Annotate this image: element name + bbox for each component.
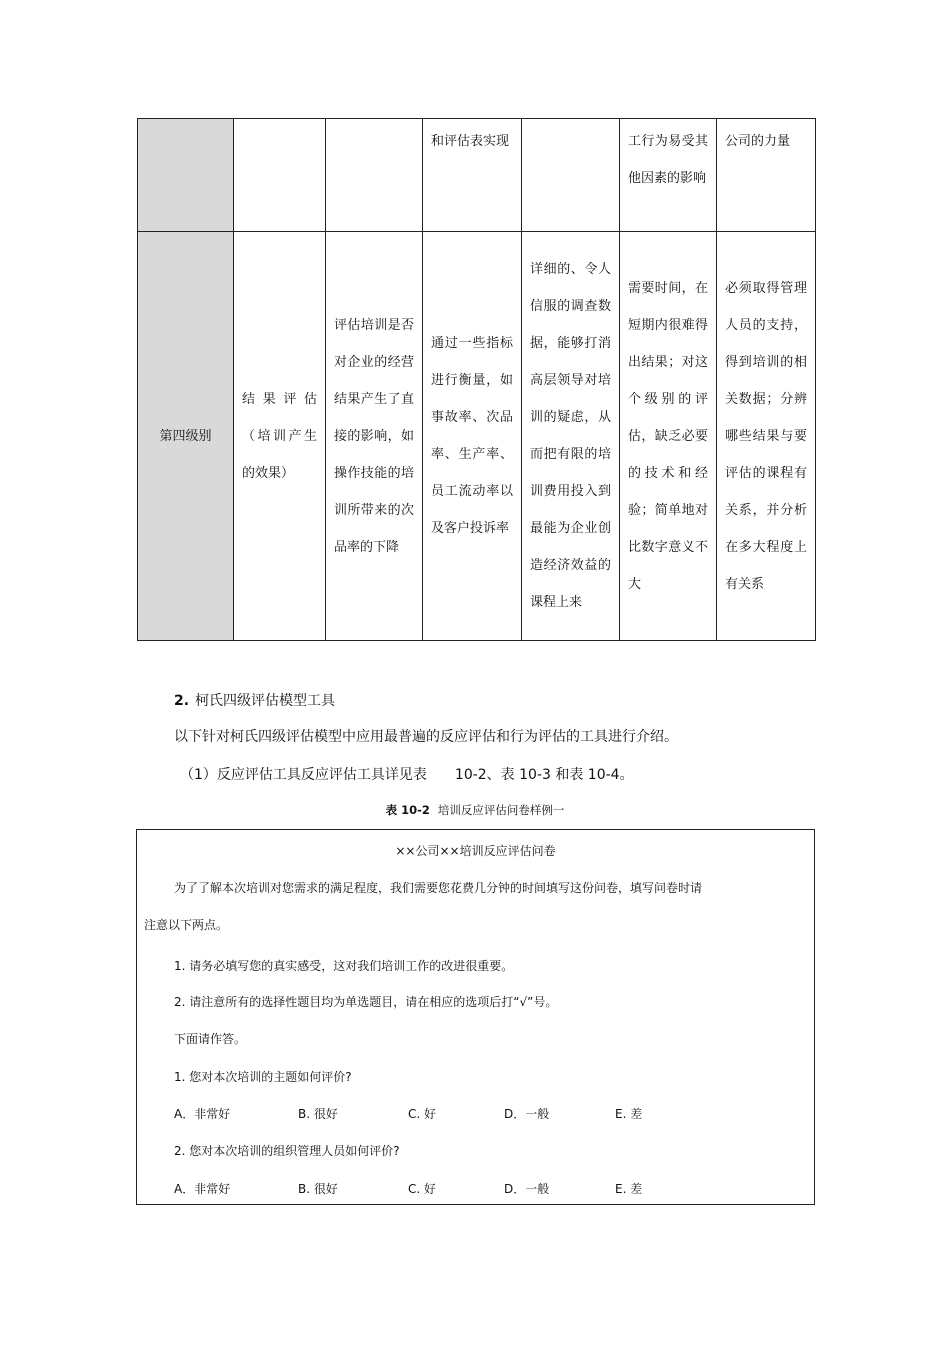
option-b[interactable]: B. 很好 [298, 1107, 338, 1121]
section-number: 2. [174, 693, 190, 709]
option-e[interactable]: E. 差 [615, 1107, 643, 1121]
table-cell [326, 119, 423, 232]
note-cell: 必须取得管理人员的支持，得到培训的相关数据；分辨哪些结果与要评估的课程有关系，并分析在多大程度上有关系 [717, 232, 816, 641]
table-row [138, 232, 816, 641]
note-item: 2. 请注意所有的选择性题目均为单选题目，请在相应的选项后打“√”号。 [174, 995, 558, 1009]
level-cell: 第四级别 [138, 232, 234, 641]
advantage-cell: 详细的、令人信服的调查数据，能够打消高层领导对培训的疑虑，从而把有限的培训费用投入到最能为企业创造经济效益的课程上来 [522, 232, 620, 641]
question-2: 2. 您对本次培训的组织管理人员如何评价? [174, 1144, 400, 1158]
definition-cell: 评估培训是否对企业的经营结果产生了直接的影响，如操作技能的培训所带来的次品率的下降 [326, 232, 423, 641]
table-row [138, 119, 816, 232]
caption-text: 培训反应评估问卷样例一 [437, 803, 565, 817]
option-a[interactable]: A．非常好 [174, 1107, 231, 1121]
drawback-cell: 需要时间，在短期内很难得出结果；对这个级别的评估，缺乏必要的技术和经验；简单地对比数字意义不大 [620, 232, 717, 641]
section-title: 柯氏四级评估模型工具 [195, 693, 336, 709]
table-caption [0, 802, 950, 818]
questionnaire-box [136, 829, 815, 1205]
questionnaire-title: ××公司××培训反应评估问卷 [395, 844, 556, 858]
table-cell: 和评估表实现 [423, 119, 522, 232]
questionnaire-intro-cont: 注意以下两点。 [144, 918, 229, 932]
question-1: 1. 您对本次培训的主题如何评价? [174, 1070, 352, 1084]
note-item: 1. 请务必填写您的真实感受，这对我们培训工作的改进很重要。 [174, 959, 514, 973]
table-cell [522, 119, 620, 232]
option-a[interactable]: A．非常好 [174, 1182, 231, 1196]
section-line: （1）反应评估工具反应评估工具详见表 10-2、表 10-3 和表 10-4。 [180, 767, 634, 783]
method-cell [234, 232, 326, 641]
section-heading [174, 690, 335, 710]
option-c[interactable]: C. 好 [408, 1182, 437, 1196]
caption-label: 表 10-2 [385, 803, 430, 817]
evaluation-table [137, 118, 816, 641]
method-subtitle: （培训产生的效果） [242, 428, 317, 481]
answer-prompt: 下面请作答。 [174, 1032, 247, 1046]
table-cell: 公司的力量 [717, 119, 816, 232]
option-d[interactable]: D．一般 [504, 1107, 550, 1121]
option-b[interactable]: B. 很好 [298, 1182, 338, 1196]
option-e[interactable]: E. 差 [615, 1182, 643, 1196]
table-cell [138, 119, 234, 232]
method-name: 结果评估 [242, 391, 317, 407]
measure-cell: 通过一些指标进行衡量，如事故率、次品率、生产率、员工流动率以及客户投诉率 [423, 232, 522, 641]
questionnaire-intro: 为了了解本次培训对您需求的满足程度，我们需要您花费几分钟的时间填写这份问卷，填写问卷时请 [174, 881, 703, 895]
table-cell [234, 119, 326, 232]
section-intro: 以下针对柯氏四级评估模型中应用最普遍的反应评估和行为评估的工具进行介绍。 [174, 729, 678, 745]
table-cell: 工行为易受其他因素的影响 [620, 119, 717, 232]
option-d[interactable]: D．一般 [504, 1182, 550, 1196]
option-c[interactable]: C. 好 [408, 1107, 437, 1121]
